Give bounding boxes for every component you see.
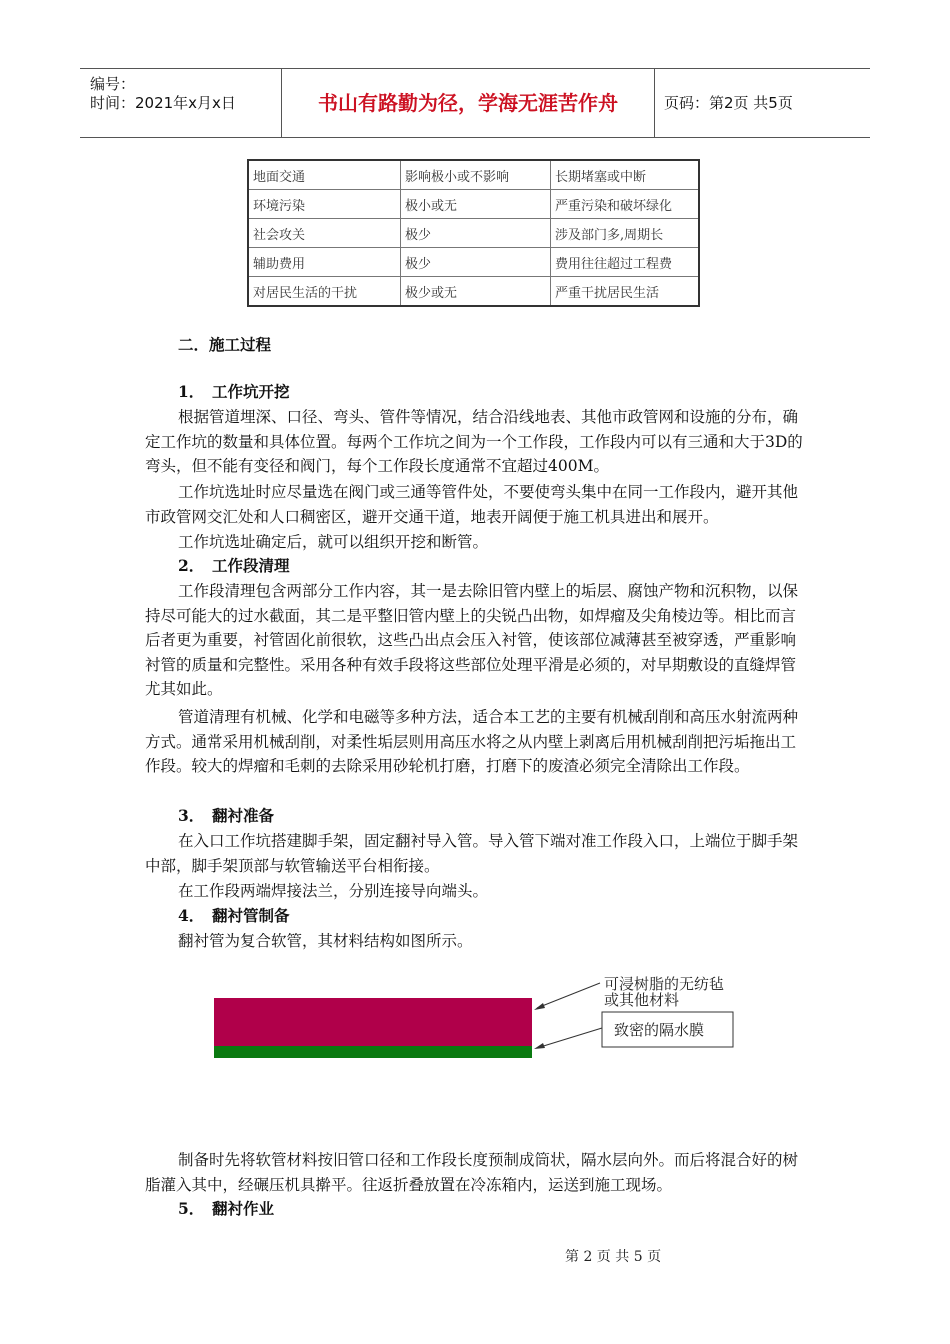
number-label: 编号： (90, 75, 136, 93)
subsection-title: 2． 工作段清理 (178, 556, 290, 575)
table-cell: 辅助费用 (248, 248, 401, 277)
paragraph: 根据管道埋深、口径、弯头、管件等情况，结合沿线地表、其他市政管网和设施的分布，确定工作坑的数量和具体位置。每两个工作坑之间为一个工作段，工作段内可以有三通和大于3D的弯头，但不能有变径和阀门，每个工作段长度通常不宜超过400M。 (145, 408, 803, 475)
arrow-line-felt (537, 983, 600, 1008)
table-cell: 极小或无 (401, 190, 551, 219)
paragraph: 工作段清理包含两部分工作内容，其一是去除旧管内壁上的垢层、腐蚀产物和沉积物，以保持尽可能大的过水截面，其二是平整旧管内壁上的尖锐凸出物，如焊瘤及尖角棱边等。相比而言后者更为重要，衬管固化前很软，这些凸出点会压入衬管，使该部位减薄甚至被穿透，严重影响衬管的质量和完整性。采用各种有效手段将这些部位处理平滑是必须的，对早期敷设的直缝焊管尤其如此。 (145, 582, 799, 698)
paragraph: 翻衬管为复合软管，其材料结构如图所示。 (178, 932, 473, 950)
table-cell: 极少 (401, 248, 551, 277)
table-row (248, 160, 699, 190)
table-cell: 影响极小或不影响 (401, 160, 551, 190)
table-cell: 长期堵塞或中断 (551, 160, 700, 190)
header-motto: 书山有路勤为径，学海无涯苦作舟 (318, 91, 618, 115)
table-cell: 费用往往超过工程费 (551, 248, 700, 277)
arrow-head-film (534, 1043, 545, 1049)
comparison-table (247, 159, 700, 307)
subsection-title: 5． 翻衬作业 (178, 1199, 275, 1218)
table-cell: 严重污染和破坏绿化 (551, 190, 700, 219)
waterproof-film-layer (214, 1046, 532, 1058)
paragraph: 工作坑选址确定后，就可以组织开挖和断管。 (178, 533, 489, 551)
label-film: 致密的隔水膜 (614, 1021, 705, 1039)
table-cell: 极少 (401, 219, 551, 248)
table-cell: 地面交通 (248, 160, 401, 190)
table-cell: 对居民生活的干扰 (248, 277, 401, 307)
label-felt-line1: 可浸树脂的无纺毡 (604, 975, 725, 993)
table-row (248, 219, 699, 248)
table-cell: 环境污染 (248, 190, 401, 219)
arrow-head-felt (534, 1003, 545, 1010)
header-page-info: 页码：第2页 共5页 (664, 94, 793, 112)
table-cell: 极少或无 (401, 277, 551, 307)
time-label: 时间：2021年x月x日 (90, 94, 236, 112)
arrow-line-film (537, 1028, 602, 1048)
table-cell: 涉及部门多,周期长 (551, 219, 700, 248)
label-felt-line2: 或其他材料 (604, 991, 680, 1009)
header-divider (654, 69, 655, 137)
subsection-title: 3． 翻衬准备 (178, 806, 275, 825)
table-cell: 严重干扰居民生活 (551, 277, 700, 307)
table-row (248, 248, 699, 277)
paragraph: 工作坑选址时应尽量选在阀门或三通等管件处，不要使弯头集中在同一工作段内，避开其他市政管网交汇处和人口稠密区，避开交通干道，地表开阔便于施工机具进出和展开。 (145, 483, 799, 526)
page-footer: 第 2 页 共 5 页 (565, 1249, 662, 1265)
table-cell: 社会攻关 (248, 219, 401, 248)
subsection-title: 4． 翻衬管制备 (178, 906, 290, 925)
header-meta (90, 75, 236, 113)
section-title: 二．施工过程 (178, 335, 272, 354)
paragraph: 在入口工作坑搭建脚手架，固定翻衬导入管。导入管下端对准工作段入口，上端位于脚手架中部，脚手架顶部与软管输送平台相衔接。 (145, 832, 799, 875)
material-structure-diagram (0, 960, 950, 1070)
table-row (248, 190, 699, 219)
page-header (80, 68, 870, 138)
subsection-title: 1． 工作坑开挖 (178, 382, 290, 401)
table-row (248, 277, 699, 307)
paragraph: 管道清理有机械、化学和电磁等多种方法，适合本工艺的主要有机械刮削和高压水射流两种方式。通常采用机械刮削，对柔性垢层则用高压水将之从内壁上剥离后用机械刮削把污垢拖出工作段。较大的焊瘤和毛刺的去除采用砂轮机打磨，打磨下的废渣必须完全清除出工作段。 (145, 708, 799, 775)
paragraph: 在工作段两端焊接法兰，分别连接导向端头。 (178, 882, 489, 900)
felt-layer (214, 998, 532, 1046)
paragraph: 制备时先将软管材料按旧管口径和工作段长度预制成筒状，隔水层向外。而后将混合好的树脂灌入其中，经碾压机具擀平。往返折叠放置在冷冻箱内，运送到施工现场。 (145, 1151, 799, 1194)
